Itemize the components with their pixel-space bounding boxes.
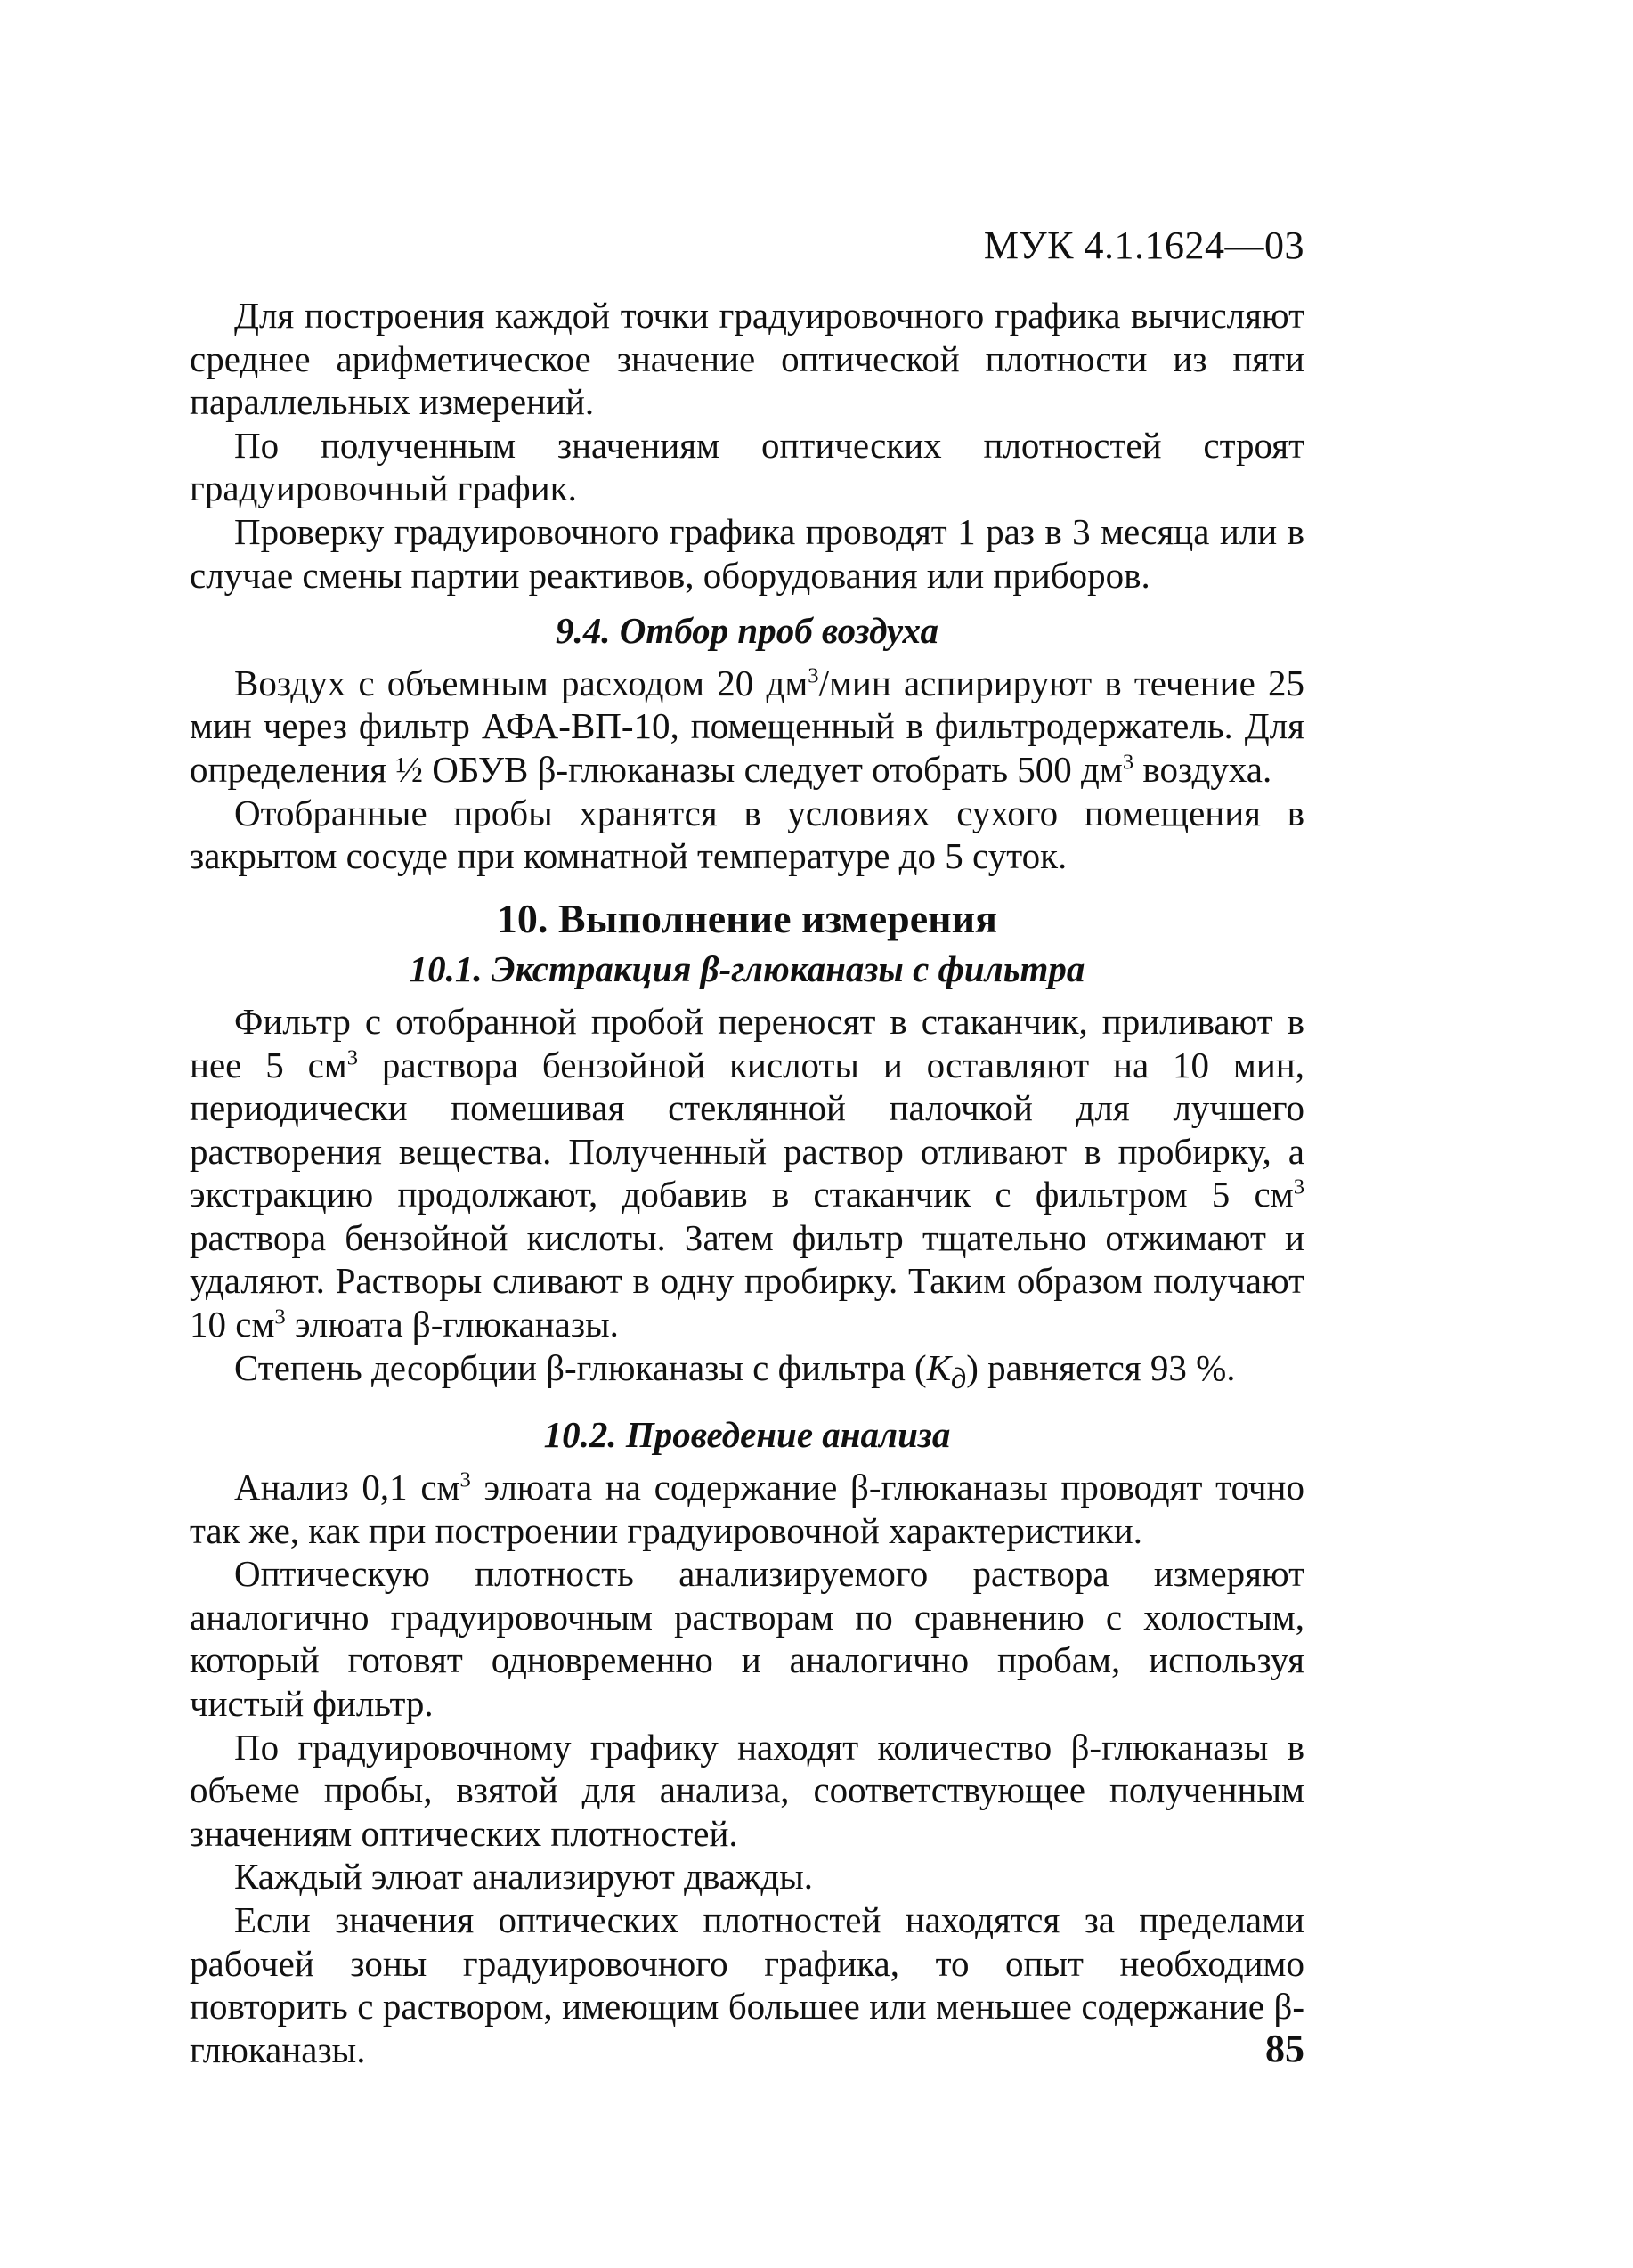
paragraph: По градуировочному графику находят количество β-глюканазы в объеме пробы, взятой для анализа, соответствующее полученным значениям оптических плотностей. [190, 1726, 1304, 1854]
subsection-heading-10-2: 10.2. Проведение анализа [543, 1414, 951, 1456]
paragraph: Для построения каждой точки градуировочного графика вычисляют среднее арифметическое значение оптической плотности из пяти параллельных измерений. [190, 295, 1304, 423]
paragraph: Каждый элюат анализируют дважды. [234, 1856, 813, 1898]
subsection-heading-9-4: 9.4. Отбор проб воздуха [555, 610, 939, 652]
superscript: 3 [808, 663, 819, 688]
text-run: ) равняется 93 %. [966, 1346, 1236, 1388]
paragraph: Если значения оптических плотностей находятся за пределами рабочей зоны градуировочного графика, то опыт необходимо повторить с раствором, имеющим большее или меньшее содержание β-глюканазы. [190, 1898, 1304, 2070]
text-run: раствора бензойной кислоты и оставляют на 10 мин, периодически помешивая стеклянной палочкой для лучшего растворения вещества. Полученный раствор отливают в пробирку, а экстракцию продолжают, добавив в стаканчик с фильтром 5 см [190, 1044, 1304, 1215]
paragraph: Оптическую плотность анализируемого раствора измеряют аналогично градуировочным растворам по сравнению с холостым, который готовят одновременно и аналогично пробам, используя чистый фильтр. [190, 1553, 1304, 1724]
paragraph: Отобранные пробы хранятся в условиях сухого помещения в закрытом сосуде при комнатной температуре до 5 суток. [190, 792, 1304, 877]
superscript: 3 [346, 1045, 359, 1069]
section-heading-10: 10. Выполнение измерения [496, 895, 998, 941]
text-run: элюата β-глюканазы. [285, 1304, 619, 1345]
text-run: раствора бензойной кислоты. Затем фильтр тщательно отжимают и удаляют. Растворы сливают в одну пробирку. Таким образом получают 10 см [190, 1216, 1304, 1345]
main-text [190, 294, 1304, 2071]
text-run: /мин аспирируют в течение 25 мин через фильтр АФА-ВП-10, помещенный в фильтродержатель. Для определения ½ ОБУВ β-глюканазы следует отобрать 500 дм [190, 662, 1304, 790]
text-run: Анализ 0,1 см [234, 1467, 460, 1508]
paragraph: По полученным значениям оптических плотностей строят градуировочный график. [190, 424, 1304, 509]
page-number: 85 [1265, 2027, 1304, 2070]
document-code-header: МУК 4.1.1624—03 [983, 224, 1304, 267]
text-run: Воздух с объемным расходом 20 дм [234, 662, 808, 703]
superscript: 3 [1122, 750, 1134, 775]
text-run: Фильтр с отобранной пробой переносят в стаканчик, приливают в нее 5 см [190, 1000, 1304, 1085]
superscript: 3 [459, 1467, 471, 1492]
superscript: 3 [1293, 1175, 1304, 1199]
italic-symbol: К [926, 1346, 951, 1388]
subsection-heading-10-1: 10.1. Экстракция β-глюканазы с фильтра [409, 948, 1085, 990]
paragraph [190, 662, 1304, 792]
paragraph [190, 1000, 1304, 1346]
superscript: 3 [274, 1305, 286, 1329]
italic-subscript: д [950, 1362, 967, 1395]
text-run: воздуха. [1133, 748, 1272, 790]
paragraph [190, 1466, 1304, 1552]
text-run: Степень десорбции β-глюканазы с фильтра ( [234, 1346, 927, 1388]
paragraph [190, 1346, 1304, 1402]
text-run: элюата на содержание β-глюканазы проводят точно так же, как при построении градуировочной характеристики. [190, 1467, 1304, 1551]
paragraph: Проверку градуировочного графика проводят 1 раз в 3 месяца или в случае смены партии реактивов, оборудования или приборов. [190, 510, 1304, 596]
subscript [951, 1362, 966, 1395]
